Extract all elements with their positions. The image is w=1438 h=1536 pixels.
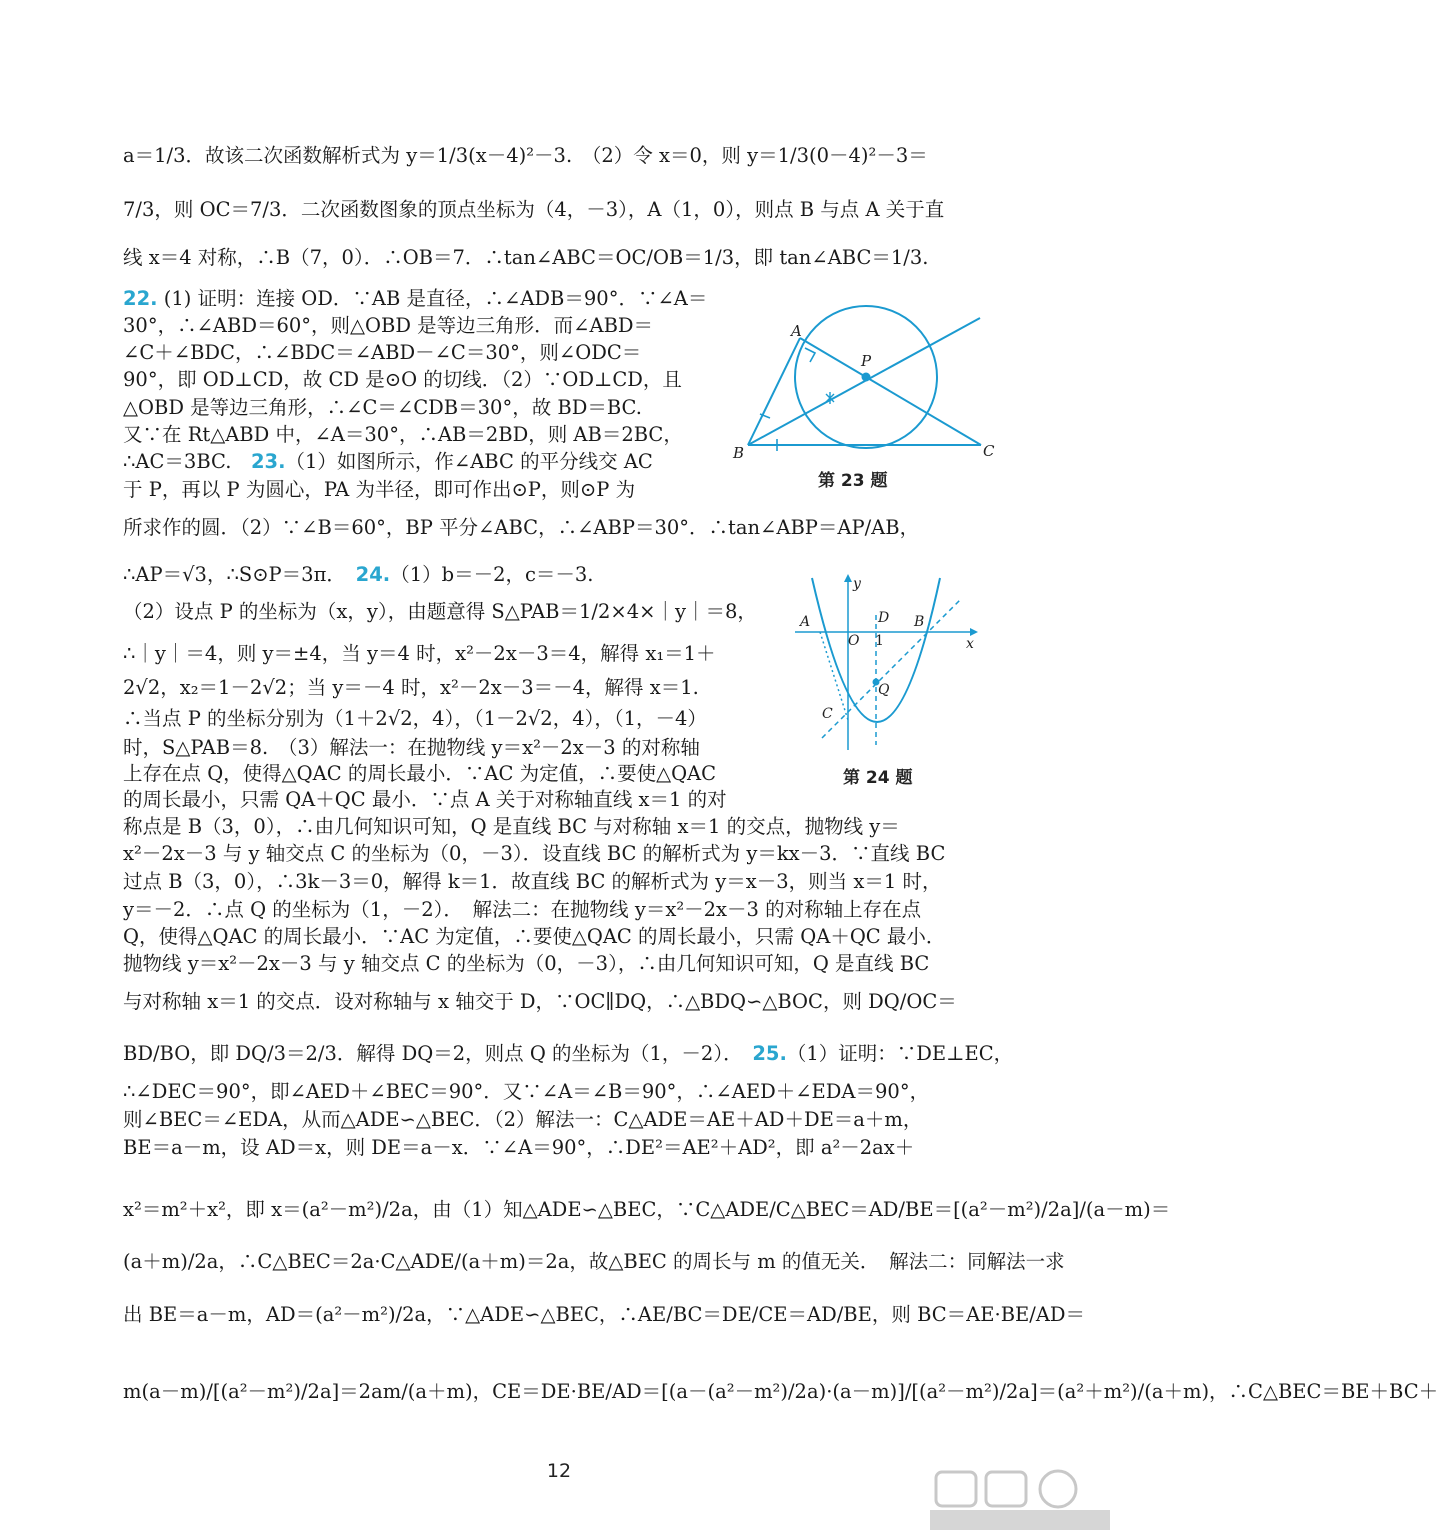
label-p: P	[861, 352, 872, 370]
q24-line: 上存在点 Q，使得△QAC 的周长最小．∵AC 为定值，∴要使△QAC	[123, 762, 717, 785]
text-line: 线 x＝4 对称，∴B（7，0）．∴OB＝7．∴tan∠ABC＝OC/OB＝1/3，即 tan∠ABC＝1/3.	[123, 246, 929, 269]
q24-line: 抛物线 y＝x²－2x－3 与 y 轴交点 C 的坐标为（0，－3），∴由几何知识可知，Q 是直线 BC	[123, 952, 930, 975]
point-p	[863, 374, 870, 381]
label-c: C	[822, 706, 833, 722]
q25-line: ∴∠DEC＝90°，即∠AED＋∠BEC＝90°．又∵∠A＝∠B＝90°，∴∠AED＋∠EDA＝90°，	[123, 1080, 930, 1103]
question-number-22: 22.	[123, 287, 158, 310]
q24-line: 的周长最小，只需 QA＋QC 最小．∵点 A 关于对称轴直线 x＝1 的对	[123, 788, 727, 811]
q22-line: ∠C＋∠BDC，∴∠BDC＝∠ABD－∠C＝30°，则∠ODC＝	[123, 341, 642, 364]
q25-line: x²＝m²＋x²，即 x＝(a²－m²)/2a，由（1）知△ADE∽△BEC，∵C△ADE/C△BEC＝AD/BE＝[(a²－m²)/2a]/(a－m)＝	[123, 1198, 1171, 1221]
q24-text: BD/BO，即 DQ/3＝2/3．解得 DQ＝2，则点 Q 的坐标为（1，－2）．	[123, 1042, 753, 1065]
q25-line: 则∠BEC＝∠EDA，从而△ADE∽△BEC．（2）解法一：C△ADE＝AE＋AD＋DE＝a＋m，	[123, 1108, 923, 1131]
q22-text: (1) 证明：连接 OD．∵AB 是直径，∴∠ADB＝90°．∵∠A＝	[163, 287, 708, 310]
q24-line: 2√2，x₂＝1－2√2；当 y＝－4 时，x²－2x－3＝－4，解得 x＝1.	[123, 676, 699, 699]
q23-text: ∴AP＝√3，∴S⊙P＝3π．	[123, 563, 356, 586]
q22-q23-line	[123, 450, 768, 474]
q24-q25-line	[123, 1042, 1014, 1066]
q24-line: 与对称轴 x＝1 的交点．设对称轴与 x 轴交于 D，∵OC∥DQ，∴△BDQ∽△BOC，则 DQ/OC＝	[123, 990, 957, 1013]
q22-line: 90°，即 OD⊥CD，故 CD 是⊙O 的切线．（2）∵OD⊥CD，且	[123, 368, 682, 391]
q22-line: 又∵在 Rt△ABD 中，∠A＝30°，∴AB＝2BD，则 AB＝2BC，	[123, 423, 683, 446]
q25-text: （1）证明：∵DE⊥EC，	[786, 1042, 1014, 1065]
q23-line: 所求作的圆．（2）∵∠B＝60°，BP 平分∠ABC，∴∠ABP＝30°．∴tan∠ABP＝AP/AB，	[123, 516, 920, 539]
text-line: 7/3，则 OC＝7/3．二次函数图象的顶点坐标为（4，－3），A（1，0），则点 B 与点 A 关于直	[123, 198, 945, 221]
q24-line: ∴｜y｜＝4，则 y＝±4，当 y＝4 时，x²－2x－3＝4，解得 x₁＝1＋	[123, 642, 716, 665]
label-a: A	[800, 614, 811, 630]
figure-23-diagram	[725, 290, 1010, 465]
q25-line: m(a－m)/[(a²－m²)/2a]＝2am/(a＋m)，CE＝DE·BE/AD＝[(a－(a²－m²)/2a)·(a－m)]/[(a²－m²)/2a]＝(a²＋m²)/(a＋m)，∴C△BEC＝BE＋BC＋	[123, 1380, 1438, 1403]
label-q: Q	[878, 682, 890, 698]
label-o: O	[848, 633, 860, 649]
watermark-logo	[930, 1470, 1110, 1532]
label-b: B	[733, 444, 745, 462]
question-number-24: 24.	[355, 563, 391, 586]
q24-line: ∴当点 P 的坐标分别为（1＋2√2，4），（1－2√2，4），（1，－4）	[123, 707, 707, 730]
label-d: D	[878, 610, 890, 626]
watermark-icon	[930, 1470, 1110, 1532]
q24-line: x²－2x－3 与 y 轴交点 C 的坐标为（0，－3）．设直线 BC 的解析式为 y＝kx－3．∵直线 BC	[123, 842, 946, 865]
line-bc	[822, 600, 960, 738]
question-number-23: 23.	[250, 450, 286, 473]
q22-line: 30°，∴∠ABD＝60°，则△OBD 是等边三角形．而∠ABD＝	[123, 314, 654, 337]
segment-ac	[800, 338, 981, 445]
q25-line: (a＋m)/2a，∴C△BEC＝2a·C△ADE/(a＋m)＝2a，故△BEC 的周长与 m 的值无关． 解法二：同解法一求	[123, 1250, 1065, 1273]
tangent-line	[748, 318, 980, 445]
q24-line: y＝－2．∴点 Q 的坐标为（1，－2）． 解法二：在抛物线 y＝x²－2x－3 的对称轴上存在点	[123, 898, 922, 921]
label-y: y	[853, 576, 861, 592]
label-a: A	[791, 322, 802, 340]
figure-24-diagram	[790, 570, 985, 755]
q25-line: 出 BE＝a－m，AD＝(a²－m²)/2a，∵△ADE∽△BEC，∴AE/BC＝DE/CE＝AD/BE，则 BC＝AE·BE/AD＝	[123, 1303, 1086, 1326]
q24-line: 时，S△PAB＝8. （3）解法一：在抛物线 y＝x²－2x－3 的对称轴	[123, 736, 700, 759]
figure-23-caption: 第 23 题	[818, 471, 888, 491]
label-one: 1	[875, 633, 884, 649]
figure-24-caption: 第 24 题	[843, 768, 913, 788]
q24-text: （1）b＝－2，c＝－3.	[390, 563, 594, 586]
segment-ba	[748, 338, 800, 445]
page-number: 12	[546, 1460, 572, 1482]
q24-line: Q，使得△QAC 的周长最小．∵AC 为定值，∴要使△QAC 的周长最小，只需 QA＋QC 最小．	[123, 925, 946, 948]
label-x: x	[966, 636, 974, 652]
y-axis-arrow	[844, 574, 852, 582]
text-line: a＝1/3．故该二次函数解析式为 y＝1/3(x－4)²－3. （2）令 x＝0，则 y＝1/3(0－4)²－3＝	[123, 144, 928, 167]
q24-line: 过点 B（3，0），∴3k－3＝0，解得 k＝1．故直线 BC 的解析式为 y＝x－3，则当 x＝1 时，	[123, 870, 942, 893]
label-b: B	[914, 614, 925, 630]
question-number-25: 25.	[752, 1042, 787, 1065]
q22-line: △OBD 是等边三角形，∴∠C＝∠CDB＝30°，故 BD＝BC.	[123, 396, 642, 419]
q22-line	[123, 287, 768, 311]
q24-line: 称点是 B（3，0），∴由几何知识可知，Q 是直线 BC 与对称轴 x＝1 的交点，抛物线 y＝	[123, 815, 900, 838]
q22-text: ∴AC＝3BC.	[123, 450, 251, 473]
right-angle-mark	[805, 348, 815, 362]
q25-line: BE＝a－m，设 AD＝x，则 DE＝a－x．∵∠A＝90°，∴DE²＝AE²＋AD²，即 a²－2ax＋	[123, 1136, 915, 1159]
q23-q24-line	[123, 563, 768, 587]
label-c: C	[983, 442, 995, 460]
q23-text: （1）如图所示，作∠ABC 的平分线交 AC	[285, 450, 653, 473]
q24-line: （2）设点 P 的坐标为（x，y），由题意得 S△PAB＝1/2×4×｜y｜＝8，	[123, 600, 757, 623]
x-axis-arrow	[970, 628, 978, 636]
q23-line: 于 P，再以 P 为圆心，PA 为半径，即可作出⊙P，则⊙P 为	[123, 478, 636, 501]
